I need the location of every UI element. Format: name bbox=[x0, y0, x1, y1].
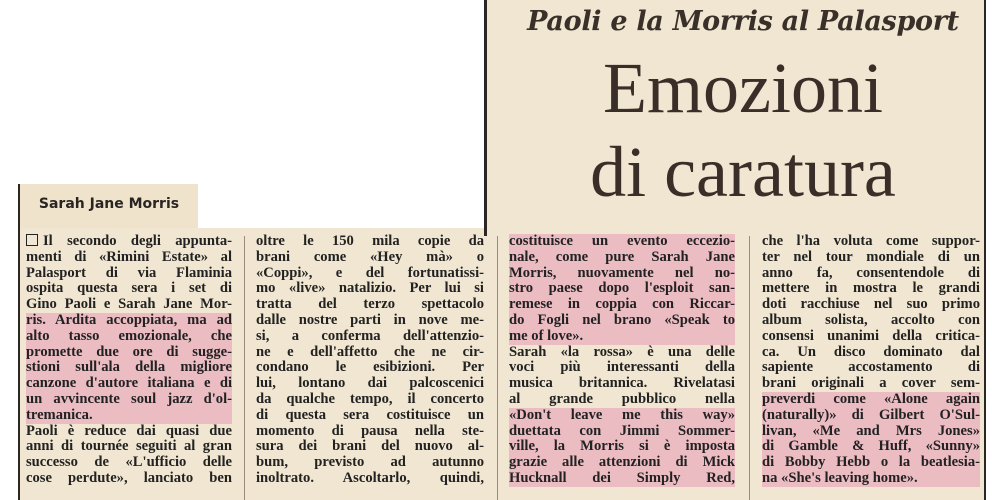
article-line: di Bobby Hebb o la beatlesia- bbox=[762, 454, 980, 471]
article-line: che l'ha voluta come suppor- bbox=[762, 233, 980, 249]
article-line: me of love». bbox=[509, 329, 735, 345]
article-line: oltre le 150 mila copie da bbox=[256, 233, 484, 249]
article-line: Hucknall dei Simply Red, bbox=[509, 469, 735, 486]
article-line: dalle nostre parti in nove me- bbox=[256, 311, 484, 328]
article-line: livan, «Me and Mrs Jones» bbox=[762, 422, 980, 439]
clipping-edge bbox=[484, 0, 487, 236]
article-line: Sarah «la rossa» è una delle bbox=[509, 343, 735, 360]
article-line: un avvincente soul jazz d'ol- bbox=[26, 390, 232, 407]
article-line: ne e dell'affetto che ne cir- bbox=[256, 343, 484, 360]
article-line: promette due ore di sugge- bbox=[26, 343, 232, 360]
article-line: Palasport di via Flaminia bbox=[26, 264, 232, 281]
clipping-edge bbox=[984, 0, 986, 500]
article-line: Morris, nuovamente nel no- bbox=[509, 264, 735, 281]
article-line: successo de «L'ufficio delle bbox=[26, 454, 232, 471]
article-line: do Fogli nel brano «Speak to bbox=[509, 311, 735, 328]
article-line: grazie alle attenzioni di Mick bbox=[509, 454, 735, 471]
article-line: alto tasso emozionale, che bbox=[26, 327, 232, 344]
article-line: da qualche tempo, il concerto bbox=[256, 390, 484, 407]
article-line: di Gamble & Huff, «Sunny» bbox=[762, 438, 980, 455]
article-line: album solista, accolto con bbox=[762, 311, 980, 328]
column-rule bbox=[749, 236, 750, 500]
article-line: remese in coppia con Riccar- bbox=[509, 296, 735, 313]
article-line: Paoli è reduce dai quasi due bbox=[26, 422, 232, 439]
article-line: «Coppi», e del fortunatissi- bbox=[256, 264, 484, 281]
article-line: brani come «Hey mà» o bbox=[256, 248, 484, 265]
article-column-1 bbox=[26, 234, 232, 487]
article-line: ris. Ardita accoppiata, ma ad bbox=[26, 311, 232, 328]
photo-caption: Sarah Jane Morris bbox=[38, 196, 180, 212]
article-line-text: Il secondo degli appunta- bbox=[43, 233, 232, 249]
article-line: mettere in mostra le grandi bbox=[762, 280, 980, 297]
article-line: musica britannica. Rivelatasi bbox=[509, 375, 735, 392]
article-line: mo «live» natalizio. Per lui si bbox=[256, 280, 484, 297]
article-line: ca. Un disco dominato dal bbox=[762, 343, 980, 360]
article-line: na «She's leaving home». bbox=[762, 471, 980, 487]
article-line: stioni sull'ala della migliore bbox=[26, 359, 232, 376]
article-line bbox=[26, 234, 232, 250]
article-line: anno fa, consentendole di bbox=[762, 264, 980, 281]
paragraph-box-icon bbox=[26, 234, 38, 246]
article-line: bum, previsto ad autunno bbox=[256, 454, 484, 471]
article-column-4 bbox=[762, 234, 980, 487]
kicker: Paoli e la Morris al Palasport bbox=[527, 6, 959, 37]
article-line: menti di «Rimini Estate» al bbox=[26, 248, 232, 265]
article-line: tratta del terzo spettacolo bbox=[256, 296, 484, 313]
article-line: ter nel tour mondiale di un bbox=[762, 248, 980, 265]
article-line: sura dei brani del nuovo al- bbox=[256, 438, 484, 455]
article-line: stro paese dopo l'esploit san- bbox=[509, 280, 735, 297]
column-rule bbox=[497, 236, 498, 500]
article-line: tremanica. bbox=[26, 408, 232, 424]
article-line: inoltrato. Ascoltarlo, quindi, bbox=[256, 469, 484, 486]
article-line: al grande pubblico nella bbox=[509, 390, 735, 407]
article-line: Gino Paoli e Sarah Jane Mor- bbox=[26, 296, 232, 313]
article-line: preverdi come «Alone again bbox=[762, 390, 980, 407]
article-column-2 bbox=[256, 234, 484, 487]
article-line: cose perdute», lanciato ben bbox=[26, 469, 232, 486]
article-line: voci più interessanti della bbox=[509, 359, 735, 376]
article-line: nale, come pure Sarah Jane bbox=[509, 248, 735, 265]
article-line: ospita questa sera i set di bbox=[26, 280, 232, 297]
article-line: si, a conferma dell'attenzio- bbox=[256, 327, 484, 344]
article-column-3 bbox=[509, 234, 735, 487]
article-line: brani originali a cover sem- bbox=[762, 375, 980, 392]
article-line: duettata con Jimmi Sommer- bbox=[509, 422, 735, 439]
article-line: di questa sera costituisce un bbox=[256, 406, 484, 423]
article-line: costituisce un evento eccezio- bbox=[509, 233, 735, 249]
article-line: sapiente accostamento di bbox=[762, 359, 980, 376]
article-line: ville, la Morris si è imposta bbox=[509, 438, 735, 455]
article-line: (naturally)» di Gilbert O'Sul- bbox=[762, 406, 980, 423]
article-line: momento di pausa nella ste- bbox=[256, 422, 484, 439]
article-line: lui, lontano dai palcoscenici bbox=[256, 375, 484, 392]
headline-line-2: di caratura bbox=[590, 132, 896, 212]
article-line: doti racchiuse nel suo primo bbox=[762, 296, 980, 313]
article-line: «Don't leave me this way» bbox=[509, 406, 735, 423]
article-line: condano le esibizioni. Per bbox=[256, 359, 484, 376]
headline-line-1: Emozioni bbox=[603, 48, 883, 128]
article-line: anni di tournée seguiti al gran bbox=[26, 438, 232, 455]
article-line: canzone d'autore italiana e di bbox=[26, 375, 232, 392]
clipping-edge bbox=[18, 184, 20, 500]
article-line: consensi unanimi della critica- bbox=[762, 327, 980, 344]
column-rule bbox=[244, 236, 245, 500]
